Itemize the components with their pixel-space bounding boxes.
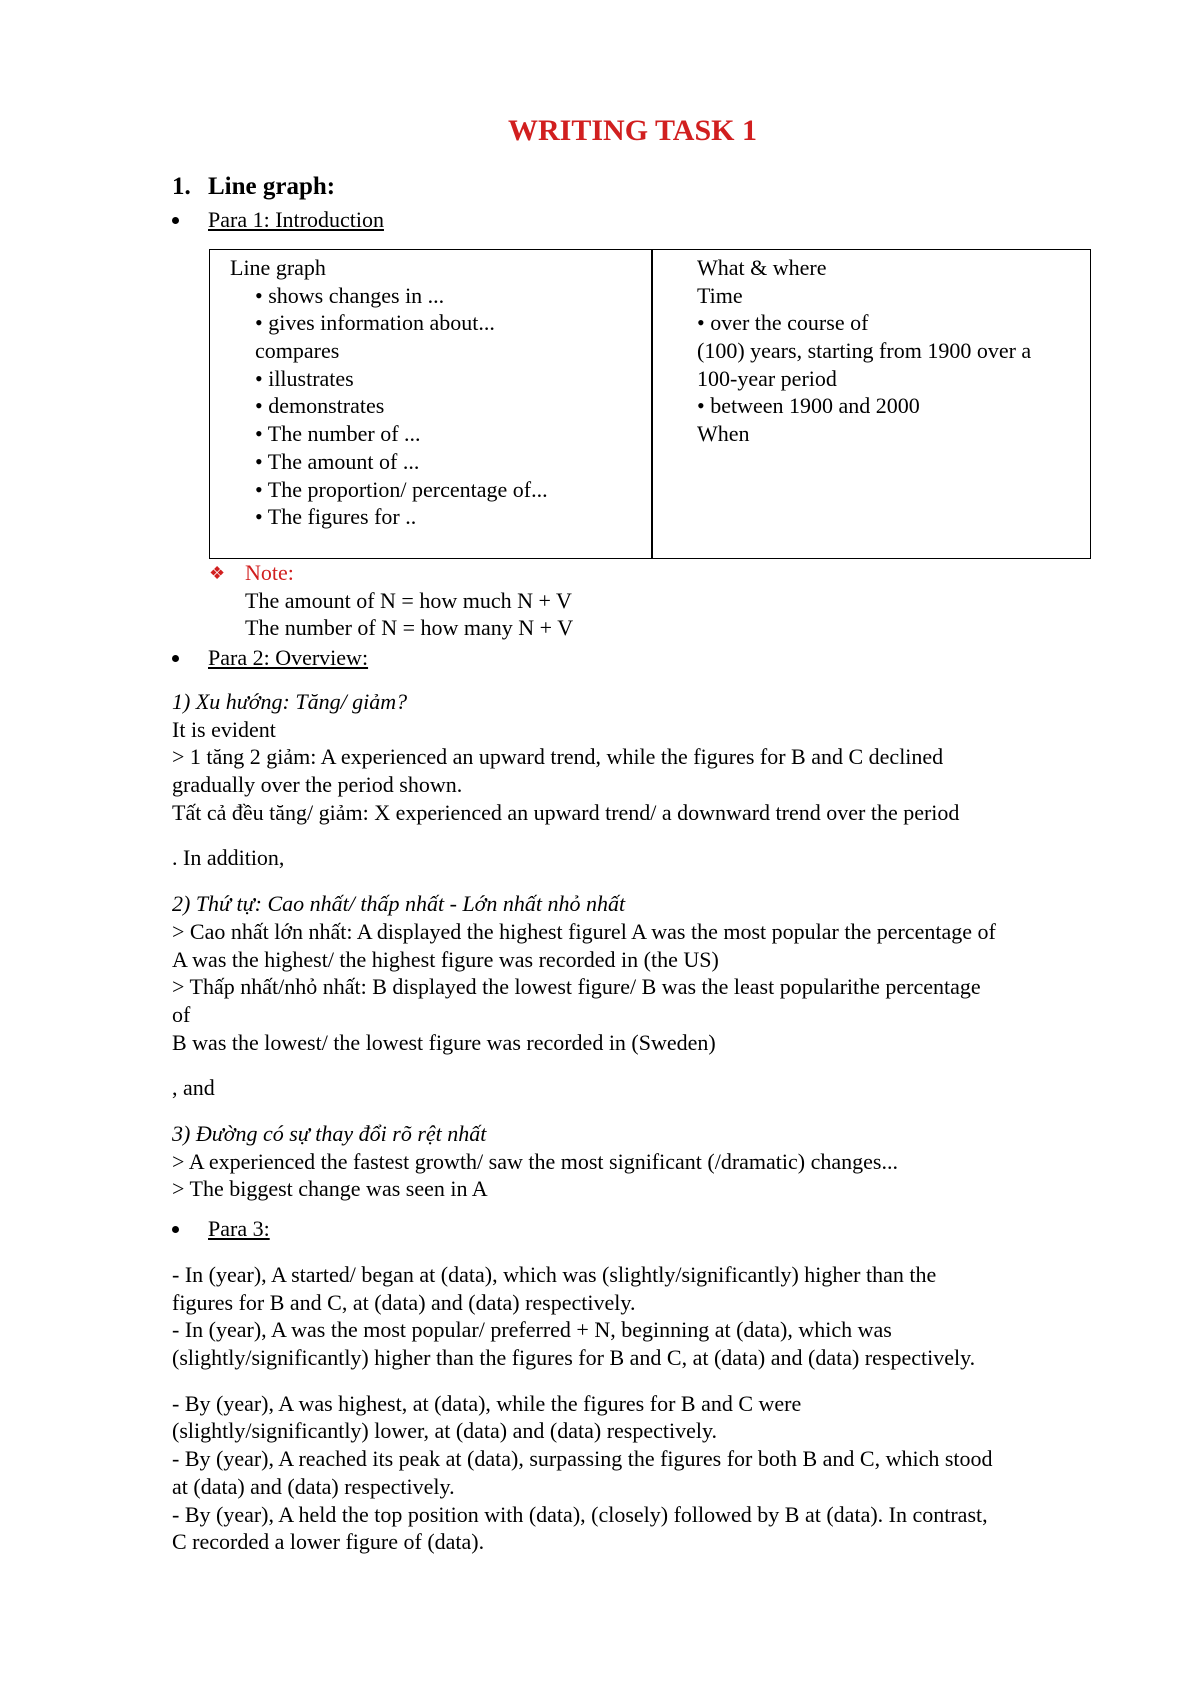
table-left-line: • The number of ... [255,421,421,447]
details-line: C recorded a lower figure of (data). [172,1529,485,1555]
note-label: Note: [245,560,294,585]
table-left-line: • The proportion/ percentage of... [255,476,548,502]
note-block [209,559,573,642]
details-line: - By (year), A was highest, at (data), while the figures for B and C were [172,1390,802,1416]
section-number: 1. [172,173,191,200]
overview-line: > The biggest change was seen in A [172,1176,488,1202]
overview-heading-change: 3) Đường có sự thay đổi rõ rệt nhất [172,1120,487,1146]
overview-line: It is evident [172,716,276,742]
overview-line: . In addition, [172,845,285,871]
bullet-icon [172,1226,179,1233]
table-left-line: compares [255,338,340,364]
para3-label: Para 3: [208,1216,270,1241]
table-right-line: Time [697,282,743,308]
table-right-column [697,254,1031,448]
table-left-line: • The figures for .. [255,504,417,530]
table-divider [651,250,653,558]
bullet-icon [172,217,179,224]
table-right-line: • between 1900 and 2000 [697,393,920,419]
section-heading-text: Line graph: [208,173,336,200]
diamond-star-icon: ❖ [209,563,226,583]
para1-label: Para 1: Introduction [208,207,384,232]
table-right-line: 100-year period [697,365,837,391]
note-line: The amount of N = how much N + V [245,587,572,613]
table-left-column [230,254,548,531]
overview-line: B was the lowest/ the lowest figure was recorded in (Sweden) [172,1029,716,1055]
overview-line: > 1 tăng 2 giảm: A experienced an upward trend, while the figures for B and C declined [172,744,944,770]
table-right-line: (100) years, starting from 1900 over a [697,338,1032,364]
overview-line: > A experienced the fastest growth/ saw the most significant (/dramatic) changes... [172,1148,898,1174]
details-line: (slightly/significantly) lower, at (data) and (data) respectively. [172,1418,718,1444]
intro-table [209,249,1091,559]
details-line: - By (year), A reached its peak at (data), surpassing the figures for both B and C, which stood [172,1446,993,1472]
table-left-line: • illustrates [255,365,354,391]
table-right-line: • over the course of [697,310,869,336]
details-line: - In (year), A started/ began at (data), which was (slightly/significantly) higher than the [172,1262,937,1287]
table-right-line: What & where [697,255,827,280]
details-block [172,1261,1122,1556]
table-left-line: • The amount of ... [255,448,420,474]
overview-heading-trend: 1) Xu hướng: Tăng/ giảm? [172,689,408,714]
table-right-line: When [697,421,750,447]
overview-line: of [172,1001,191,1027]
overview-heading-order: 2) Thứ tự: Cao nhất/ thấp nhất - Lớn nhất nhỏ nhất [172,891,626,917]
note-line: The number of N = how many N + V [245,615,574,641]
table-left-line: • shows changes in ... [255,282,445,308]
table-left-line: • demonstrates [255,393,385,419]
overview-line: > Cao nhất lớn nhất: A displayed the highest figurel A was the most popular the percentage of [172,918,996,944]
overview-line: Tất cả đều tăng/ giảm: X experienced an upward trend/ a downward trend over the period [172,799,960,825]
table-left-line: • gives information about... [255,310,495,336]
bullet-icon [172,655,179,662]
details-line: (slightly/significantly) higher than the figures for B and C, at (data) and (data) respectively. [172,1345,976,1371]
para2-label: Para 2: Overview: [208,645,369,670]
details-line: figures for B and C, at (data) and (data) respectively. [172,1289,636,1315]
overview-block [172,688,1122,1203]
details-line: at (data) and (data) respectively. [172,1473,455,1499]
table-left-line: Line graph [230,255,326,280]
section-heading [172,172,335,202]
overview-line: > Thấp nhất/nhỏ nhất: B displayed the lowest figure/ B was the least popularithe percentage [172,974,981,1000]
details-line: - In (year), A was the most popular/ preferred + N, beginning at (data), which was [172,1317,892,1343]
overview-line: , and [172,1075,215,1101]
details-line: - By (year), A held the top position with (data), (closely) followed by B at (data). In contrast, [172,1501,988,1527]
overview-line: A was the highest/ the highest figure was recorded in (the US) [172,946,719,972]
overview-line: gradually over the period shown. [172,772,463,798]
page-title: WRITING TASK 1 [508,114,757,147]
